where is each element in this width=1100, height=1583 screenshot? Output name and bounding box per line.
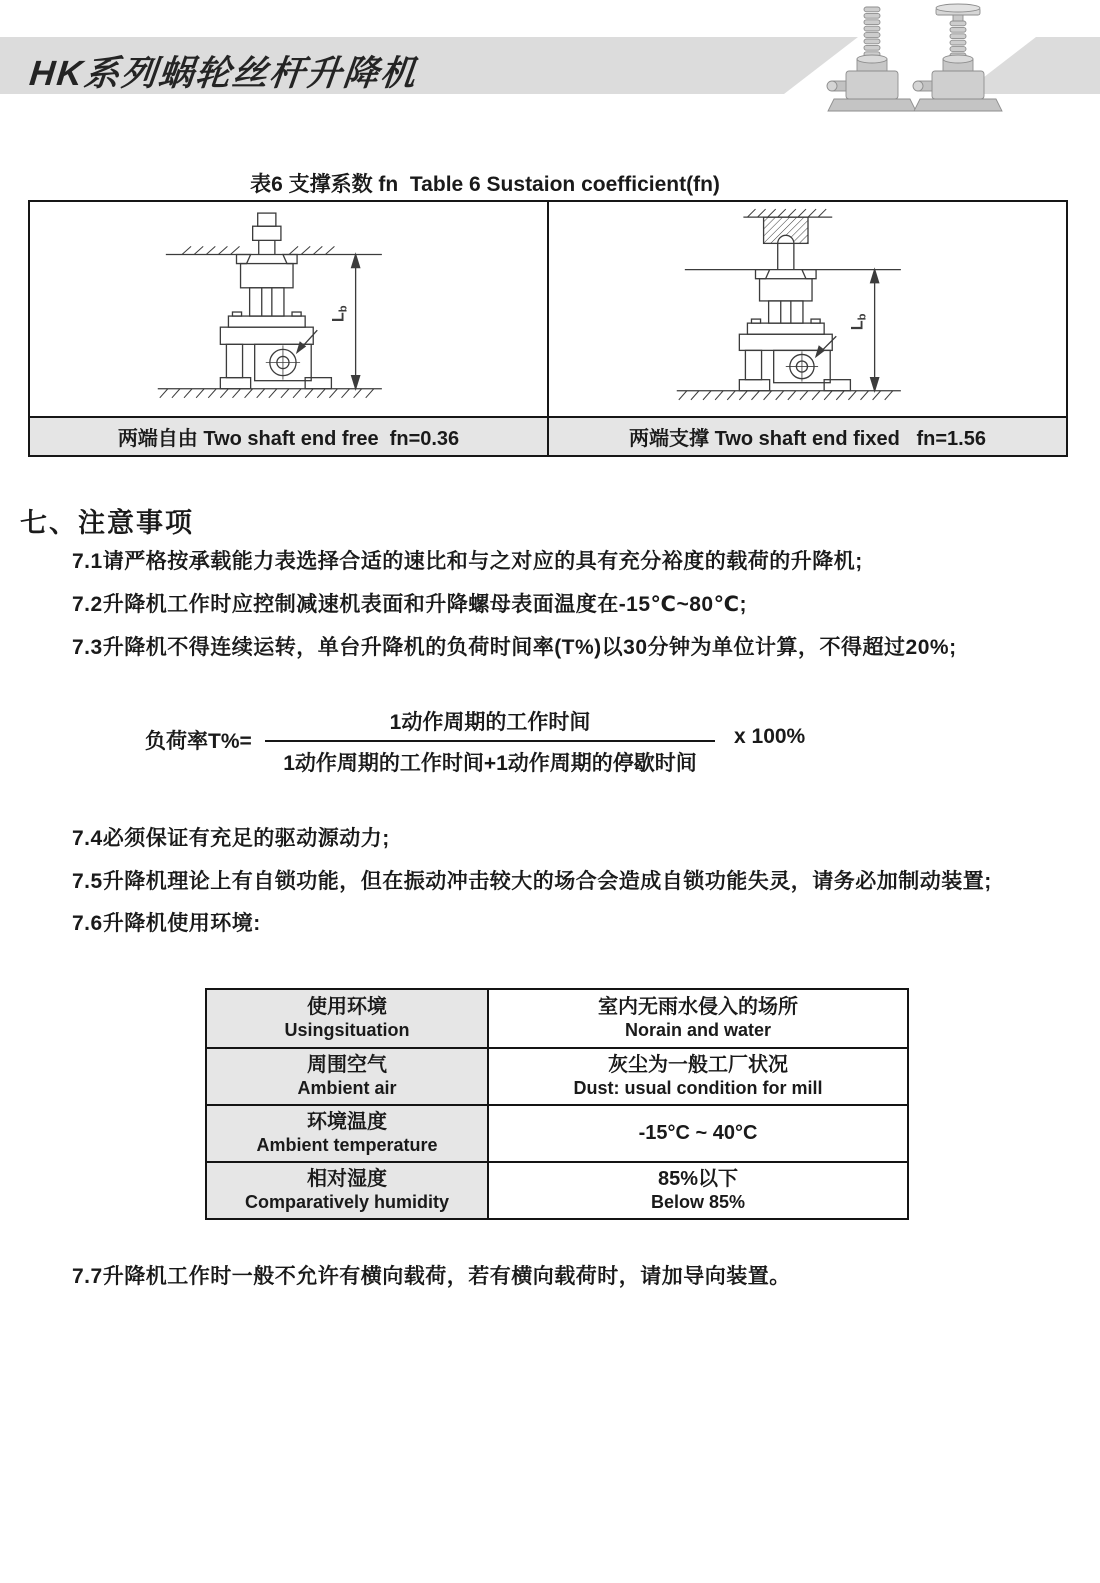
dim-label-lb: Lb: [848, 313, 869, 331]
caption-two-shaft-end-free: 两端自由 Two shaft end free fn=0.36: [30, 416, 547, 455]
formula-denominator: 1动作周期的工作时间+1动作周期的停歇时间: [283, 752, 697, 775]
table6: [28, 200, 1068, 457]
note-7-3: 7.3升降机不得连续运转，单台升降机的负荷时间率(T%)以30分钟为单位计算，不得超过20%;: [72, 636, 957, 659]
diagram-two-shaft-end-fixed: [549, 202, 1066, 416]
table6-title: 表6 支撑系数 fn Table 6 Sustaion coefficient(fn): [250, 173, 720, 196]
env-row-value: 灰尘为一般工厂状况 Dust: usual condition for mill: [489, 1047, 907, 1104]
env-row-label: 周围空气 Ambient air: [207, 1047, 489, 1104]
dim-label-lb: Lb: [329, 305, 350, 323]
note-7-7: 7.7升降机工作时一般不允许有横向载荷，若有横向载荷时，请加导向装置。: [72, 1265, 791, 1288]
environment-table: [205, 988, 909, 1220]
env-row-label: 相对湿度 Comparatively humidity: [207, 1161, 489, 1218]
note-7-4: 7.4必须保证有充足的驱动源动力;: [72, 827, 390, 850]
page-title: HK系列蜗轮丝杆升降机: [27, 54, 420, 93]
env-row-value: 室内无雨水侵入的场所 Norain and water: [598, 996, 798, 1040]
caption-two-shaft-end-fixed: 两端支撑 Two shaft end fixed fn=1.56: [549, 416, 1066, 455]
diagram-two-shaft-end-free: [30, 202, 547, 416]
note-7-2: 7.2升降机工作时应控制减速机表面和升降螺母表面温度在-15℃~80℃;: [72, 593, 748, 616]
screw-jack-product-photos: [824, 3, 1018, 127]
formula-rhs: x 100%: [734, 725, 806, 748]
env-row-label: 使用环境 Usingsituation: [207, 990, 489, 1047]
note-7-6: 7.6升降机使用环境:: [72, 912, 261, 935]
table6-cell-fixed: [549, 202, 1066, 455]
env-row-value: -15°C ~ 40°C: [489, 1104, 907, 1161]
note-7-1: 7.1请严格按承载能力表选择合适的速比和与之对应的具有充分裕度的载荷的升降机;: [72, 550, 863, 573]
table6-cell-free: [30, 202, 549, 455]
formula-numerator: 1动作周期的工作时间: [389, 711, 591, 734]
env-row-value: 85%以下 Below 85%: [489, 1161, 907, 1218]
formula-lhs: 负荷率T%=: [145, 730, 252, 753]
note-7-5: 7.5升降机理论上有自锁功能，但在振动冲击较大的场合会造成自锁功能失灵，请务必加制动装置;: [72, 870, 992, 893]
env-row-label: 环境温度 Ambient temperature: [207, 1104, 489, 1161]
section-heading: 七、注意事项: [20, 508, 194, 538]
duty-cycle-formula: [0, 706, 1100, 776]
formula-fraction: [265, 706, 715, 777]
